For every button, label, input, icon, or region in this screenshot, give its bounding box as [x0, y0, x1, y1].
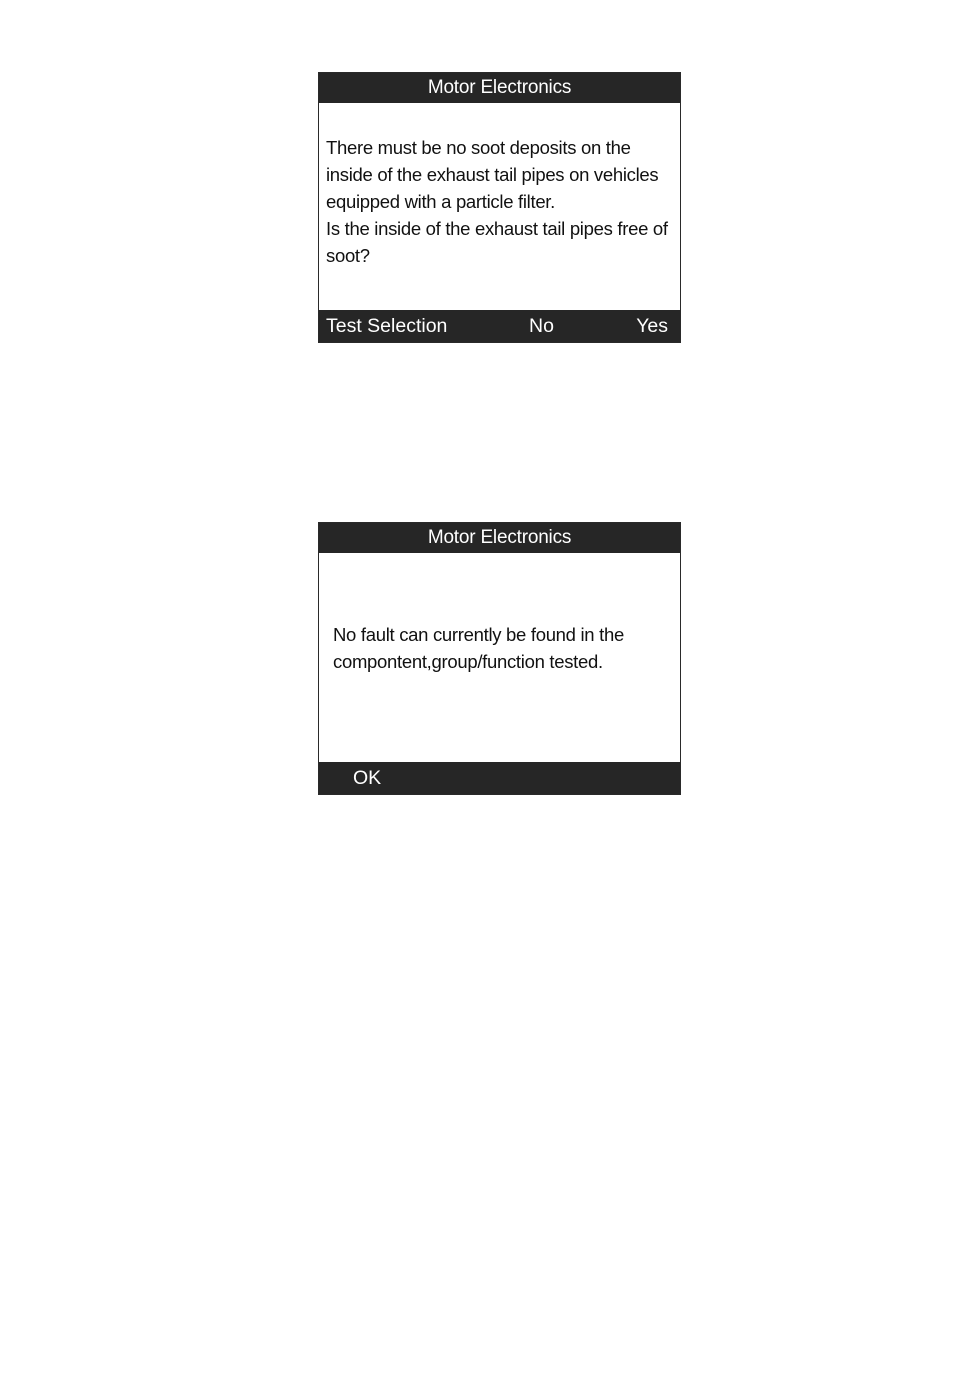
- message-line: There must be no soot deposits on the inside of the exhaust tail pipes on vehicles equipped with a particle filter.: [326, 137, 659, 212]
- message-text: No fault can currently be found in the compontent,group/function tested.: [333, 624, 624, 672]
- test-selection-button[interactable]: Test Selection: [326, 315, 448, 337]
- screen-title: Motor Electronics: [319, 73, 680, 103]
- screen-no-fault: [318, 522, 681, 795]
- ok-button[interactable]: OK: [353, 767, 382, 789]
- no-button[interactable]: No: [529, 315, 554, 337]
- screen-title: Motor Electronics: [319, 523, 680, 553]
- screen-soot-question: [318, 72, 681, 343]
- softkey-bar: [319, 762, 680, 794]
- message-text: [326, 134, 678, 269]
- yes-button[interactable]: Yes: [636, 315, 668, 337]
- softkey-bar: [319, 310, 680, 342]
- message-line: Is the inside of the exhaust tail pipes free of soot?: [326, 218, 668, 266]
